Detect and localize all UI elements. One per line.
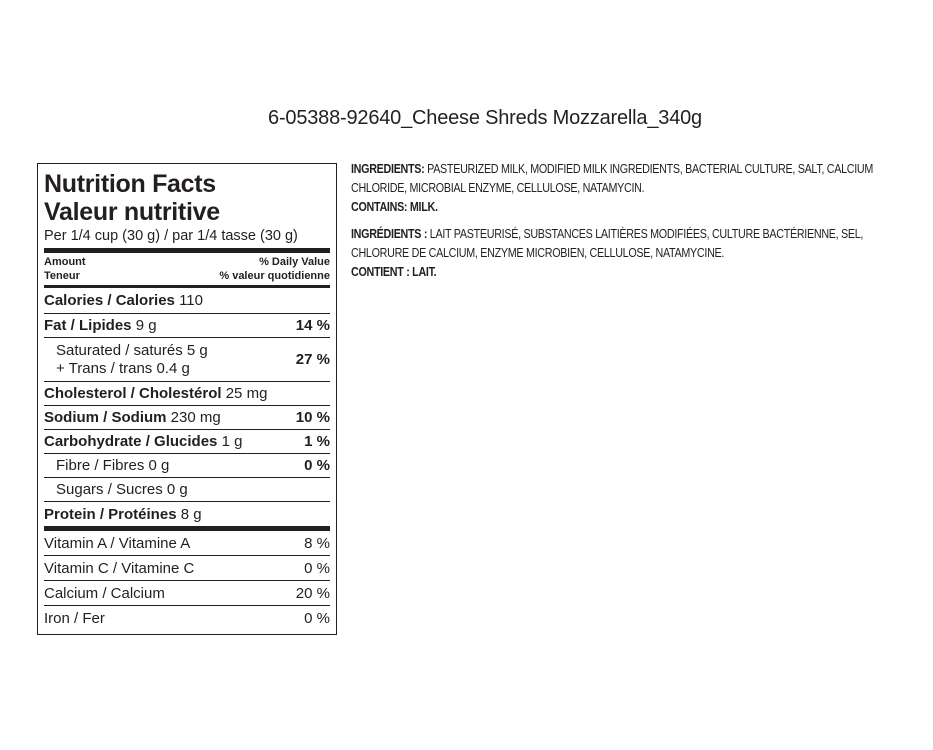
cholesterol-row: [44, 382, 330, 406]
file-title: 6-05388-92640_Cheese Shreds Mozzarella_340g: [268, 107, 702, 129]
ingredients-fr-text: LAIT PASTEURISÉ, SUBSTANCES LAITIÈRES MODIFIÉES, CULTURE BACTÉRIENNE, SEL, CHLORURE DE CALCIUM, ENZYME MICROBIEN, CELLULOSE, NATAMYCINE.: [351, 227, 864, 260]
nutrition-header-row: [44, 253, 330, 285]
contains-fr-text: CONTIENT : LAIT.: [351, 265, 437, 279]
contains-en: [351, 198, 910, 217]
ingredients-fr-label: INGRÉDIENTS :: [351, 227, 428, 241]
calories-row: [44, 288, 330, 314]
vitamin-a-row: [44, 531, 330, 556]
daily-value-label-en: % Daily Value: [259, 256, 330, 268]
ingredients-block: [351, 160, 910, 282]
vitamin-a-percent: 8 %: [304, 534, 330, 552]
fat-label: Fat / Lipides: [44, 317, 132, 334]
protein-value: 8 g: [180, 505, 202, 523]
carbohydrate-percent: 1 %: [304, 433, 330, 450]
fibre-row: [44, 454, 330, 478]
saturated-trans-row: [44, 338, 330, 382]
vitamin-c-percent: 0 %: [304, 559, 330, 577]
nutrition-title-en: Nutrition Facts: [44, 170, 216, 198]
sodium-row: [44, 406, 330, 430]
carbohydrate-label: Carbohydrate / Glucides: [44, 433, 218, 450]
nutrition-facts-panel: [37, 163, 337, 635]
fat-percent: 14 %: [295, 317, 330, 334]
vitamin-a-label: Vitamin A / Vitamine A: [44, 534, 191, 552]
fibre-label: Fibre / Fibres 0 g: [56, 457, 170, 474]
calories-label: Calories / Calories: [44, 292, 175, 309]
cholesterol-value: 25 mg: [225, 385, 268, 402]
saturated-percent: 27 %: [295, 351, 330, 368]
contains-en-text: CONTAINS: MILK.: [351, 200, 438, 214]
calories-value: 110: [179, 292, 203, 309]
sodium-label: Sodium / Sodium: [44, 409, 167, 426]
ingredients-en-text: PASTEURIZED MILK, MODIFIED MILK INGREDIENTS, BACTERIAL CULTURE, SALT, CALCIUM CHLORIDE, MICROBIAL ENZYME, CELLULOSE, NATAMYCIN.: [351, 162, 874, 195]
contains-fr: [351, 263, 910, 282]
serving-size: Per 1/4 cup (30 g) / par 1/4 tasse (30 g): [44, 228, 298, 244]
saturated-label: Saturated / saturés 5 g: [56, 341, 208, 359]
protein-row: [44, 502, 330, 526]
ingredients-fr: [351, 225, 910, 263]
sodium-value: 230 mg: [170, 409, 221, 426]
trans-label: + Trans / trans 0.4 g: [56, 359, 190, 377]
calcium-row: [44, 581, 330, 606]
sugars-label: Sugars / Sucres 0 g: [56, 481, 188, 498]
ingredients-en: [351, 160, 910, 198]
calcium-percent: 20 %: [295, 584, 330, 602]
ingredients-en-label: INGREDIENTS:: [351, 162, 425, 176]
vitamin-c-row: [44, 556, 330, 581]
protein-label: Protein / Protéines: [44, 505, 177, 523]
amount-label-en: Amount: [44, 256, 86, 268]
iron-row: [44, 606, 330, 631]
fat-value: 9 g: [135, 317, 157, 334]
iron-label: Iron / Fer: [44, 610, 105, 627]
sugars-row: [44, 478, 330, 502]
carbohydrate-value: 1 g: [221, 433, 243, 450]
fat-row: [44, 314, 330, 338]
cholesterol-label: Cholesterol / Cholestérol: [44, 385, 222, 402]
amount-label-fr: Teneur: [44, 270, 80, 282]
carbohydrate-row: [44, 430, 330, 454]
ingredients-gap: [351, 217, 910, 225]
calcium-label: Calcium / Calcium: [44, 584, 165, 602]
vitamin-c-label: Vitamin C / Vitamine C: [44, 559, 195, 577]
nutrition-title-fr: Valeur nutritive: [44, 198, 220, 226]
sodium-percent: 10 %: [295, 409, 330, 426]
iron-percent: 0 %: [304, 610, 330, 627]
daily-value-label-fr: % valeur quotidienne: [219, 270, 330, 282]
fibre-percent: 0 %: [304, 457, 330, 474]
